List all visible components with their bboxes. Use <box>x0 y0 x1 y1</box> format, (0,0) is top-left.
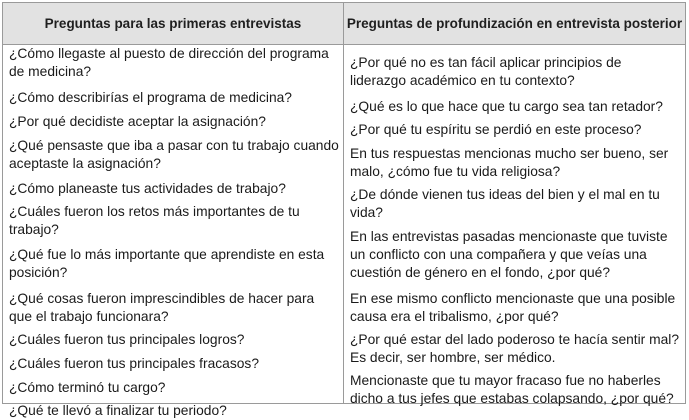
list-item: ¿Qué cosas fueron imprescindibles de hacer para que el trabajo funcionara? <box>9 291 315 324</box>
list-item: En ese mismo conflicto mencionaste que una posible causa era el tribalismo, ¿por qué? <box>350 291 676 324</box>
list-item: En las entrevistas pasadas mencionaste que tuviste un conflicto con una compañera y que veías una cuestión de género en el fondo, ¿por qué? <box>350 229 668 280</box>
list-item: ¿Por qué decidiste aceptar la asignación? <box>9 114 266 129</box>
list-item: ¿Por qué estar del lado poderoso te hacía sentir mal? Es decir, ser hombre, ser médico. <box>350 332 680 365</box>
list-item: ¿Cuáles fueron tus principales logros? <box>9 332 245 347</box>
header-first-interviews: Preguntas para las primeras entrevistas <box>44 16 302 31</box>
header-followup-interviews: Preguntas de profundización en entrevista posterior <box>346 16 683 31</box>
list-item: ¿Qué es lo que hace que tu cargo sea tan retador? <box>350 99 663 114</box>
list-item: ¿Por qué tu espíritu se perdió en este proceso? <box>350 122 642 137</box>
list-item: ¿Cuáles fueron tus principales fracasos? <box>9 356 260 371</box>
column-divider <box>343 3 344 403</box>
list-item: Mencionaste que tu mayor fracaso fue no haberles dicho a tus jefes que estabas colapsando, ¿por qué? <box>350 373 674 406</box>
list-item: ¿Por qué no es tan fácil aplicar principios de liderazgo académico en tu contexto? <box>350 55 622 88</box>
list-item: ¿Qué pensaste que iba a pasar con tu trabajo cuando aceptaste la asignación? <box>9 138 339 171</box>
list-item: ¿Cómo planeaste tus actividades de trabajo? <box>9 181 286 196</box>
list-item: ¿Qué te llevó a finalizar tu periodo? <box>9 403 227 418</box>
list-item: ¿De dónde vienen tus ideas del bien y el mal en tu vida? <box>350 187 660 220</box>
list-item: ¿Cuáles fueron los retos más importantes de tu trabajo? <box>9 204 300 237</box>
list-item: ¿Qué fue lo más importante que aprendiste en esta posición? <box>9 247 325 280</box>
table-header <box>3 3 685 45</box>
list-item: ¿Cómo describirías el programa de medicina? <box>9 90 292 105</box>
questions-table <box>2 2 686 418</box>
list-item: En tus respuestas mencionas mucho ser bueno, ser malo, ¿cómo fue tu vida religiosa? <box>350 146 669 179</box>
list-item: ¿Cómo terminó tu cargo? <box>9 380 166 395</box>
list-item: ¿Cómo llegaste al puesto de dirección del programa de medicina? <box>9 46 329 79</box>
